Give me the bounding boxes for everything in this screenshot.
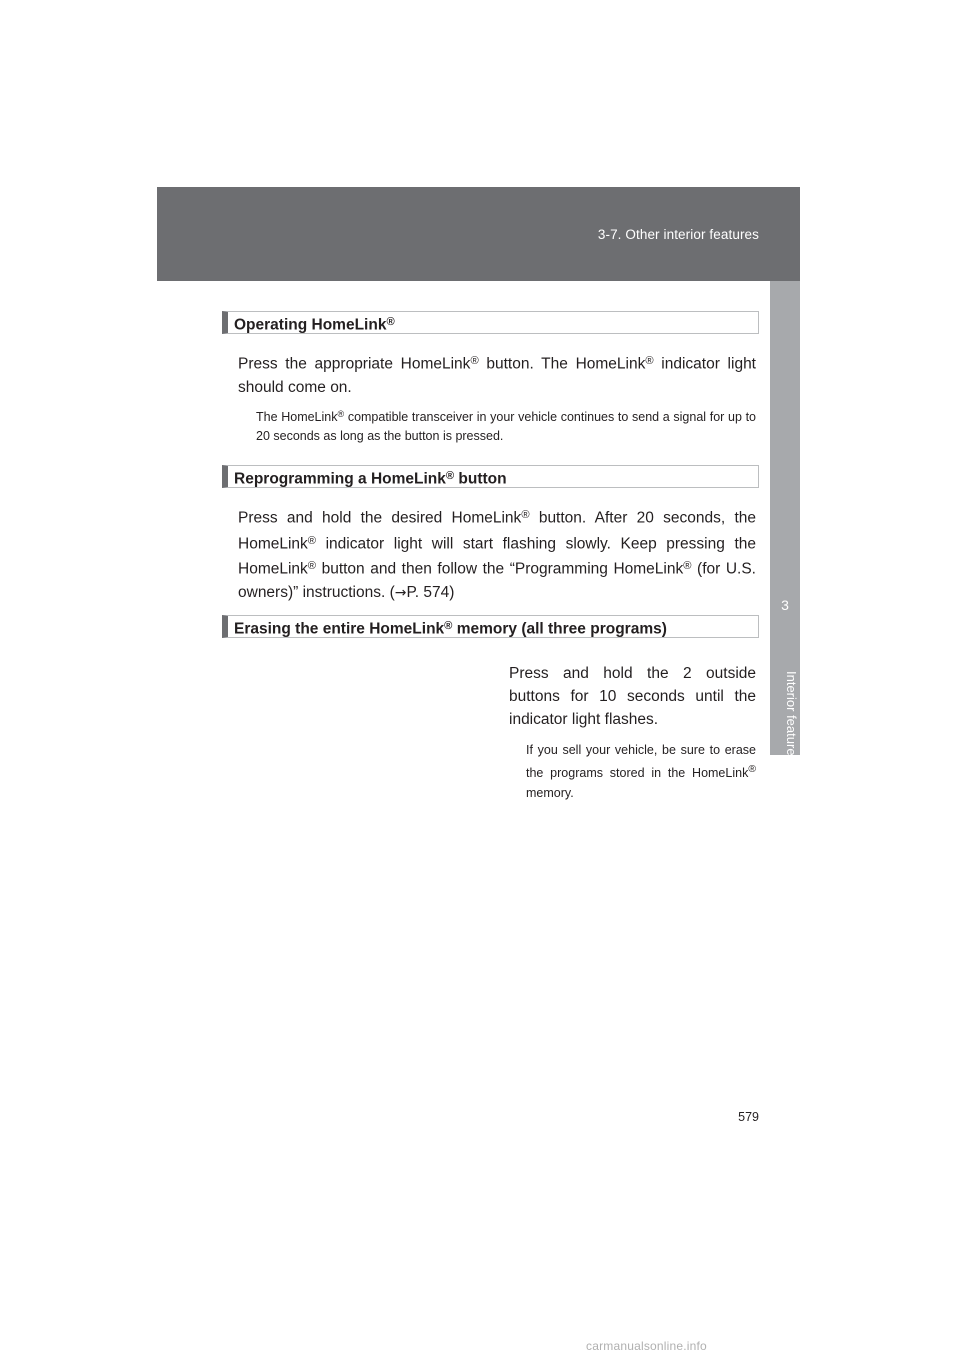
- chapter-tab: [770, 281, 800, 763]
- registered-mark: ®: [645, 355, 654, 367]
- registered-mark: ®: [521, 509, 530, 521]
- page-number: 579: [738, 1110, 759, 1124]
- text-run: button and then follow the “Programming HomeLink: [316, 561, 684, 579]
- chapter-number: 3: [781, 597, 789, 613]
- heading-text: memory (all three programs): [452, 620, 667, 638]
- paragraph-reprogramming: [238, 504, 756, 605]
- text-run: indicator light should come on.: [238, 355, 756, 396]
- text-run: Press the appropriate HomeLink: [238, 355, 471, 373]
- paragraph-operating: [238, 350, 756, 399]
- text-run: button. The HomeLink: [478, 355, 646, 373]
- registered-mark: ®: [386, 316, 395, 328]
- heading-erasing: [222, 615, 759, 638]
- section-title: 3-7. Other interior features: [597, 227, 759, 242]
- text-run: Press and hold the desired HomeLink: [238, 509, 522, 527]
- text-run: memory.: [526, 786, 574, 801]
- registered-mark: ®: [683, 560, 692, 573]
- paragraph-erasing: Press and hold the 2 outside buttons for 10 seconds until the indicator light flashes.: [509, 665, 756, 728]
- registered-mark: ®: [307, 534, 317, 547]
- heading-text: button: [454, 470, 507, 488]
- note-operating: [256, 405, 756, 446]
- heading-text: Reprogramming a HomeLink: [234, 470, 446, 488]
- note-erasing: [526, 740, 756, 803]
- registered-mark: ®: [444, 620, 453, 632]
- registered-mark: ®: [470, 355, 479, 367]
- text-run: button. After 20 seconds, the HomeLink: [238, 509, 757, 553]
- registered-mark: ®: [445, 470, 455, 482]
- text-run: If you sell your vehicle, be sure to erase the programs stored in the HomeLink: [526, 743, 756, 781]
- text-run: compatible transceiver in your vehicle continues to send a signal for up to 20 seconds as long as the button is pressed.: [256, 409, 756, 443]
- heading-reprogramming: [222, 465, 759, 488]
- registered-mark: ®: [337, 409, 345, 419]
- registered-mark: ®: [307, 560, 317, 573]
- header-band: [157, 187, 800, 281]
- watermark: carmanualsonline.info: [586, 1339, 707, 1353]
- heading-operating-homelink: [222, 311, 759, 334]
- arrow-right-icon: →: [394, 585, 407, 602]
- registered-mark: ®: [748, 764, 756, 775]
- text-run: The HomeLink: [256, 409, 338, 424]
- chapter-label: Interior features: [784, 671, 799, 763]
- text-run: (for U.S. owners)” instructions. (: [238, 561, 756, 602]
- heading-text: Operating HomeLink: [234, 316, 387, 334]
- page-reference-link[interactable]: P. 574): [406, 584, 455, 602]
- text-run: indicator light will start flashing slowly. Keep pressing the HomeLink: [238, 535, 756, 579]
- heading-text: Erasing the entire HomeLink: [234, 620, 445, 638]
